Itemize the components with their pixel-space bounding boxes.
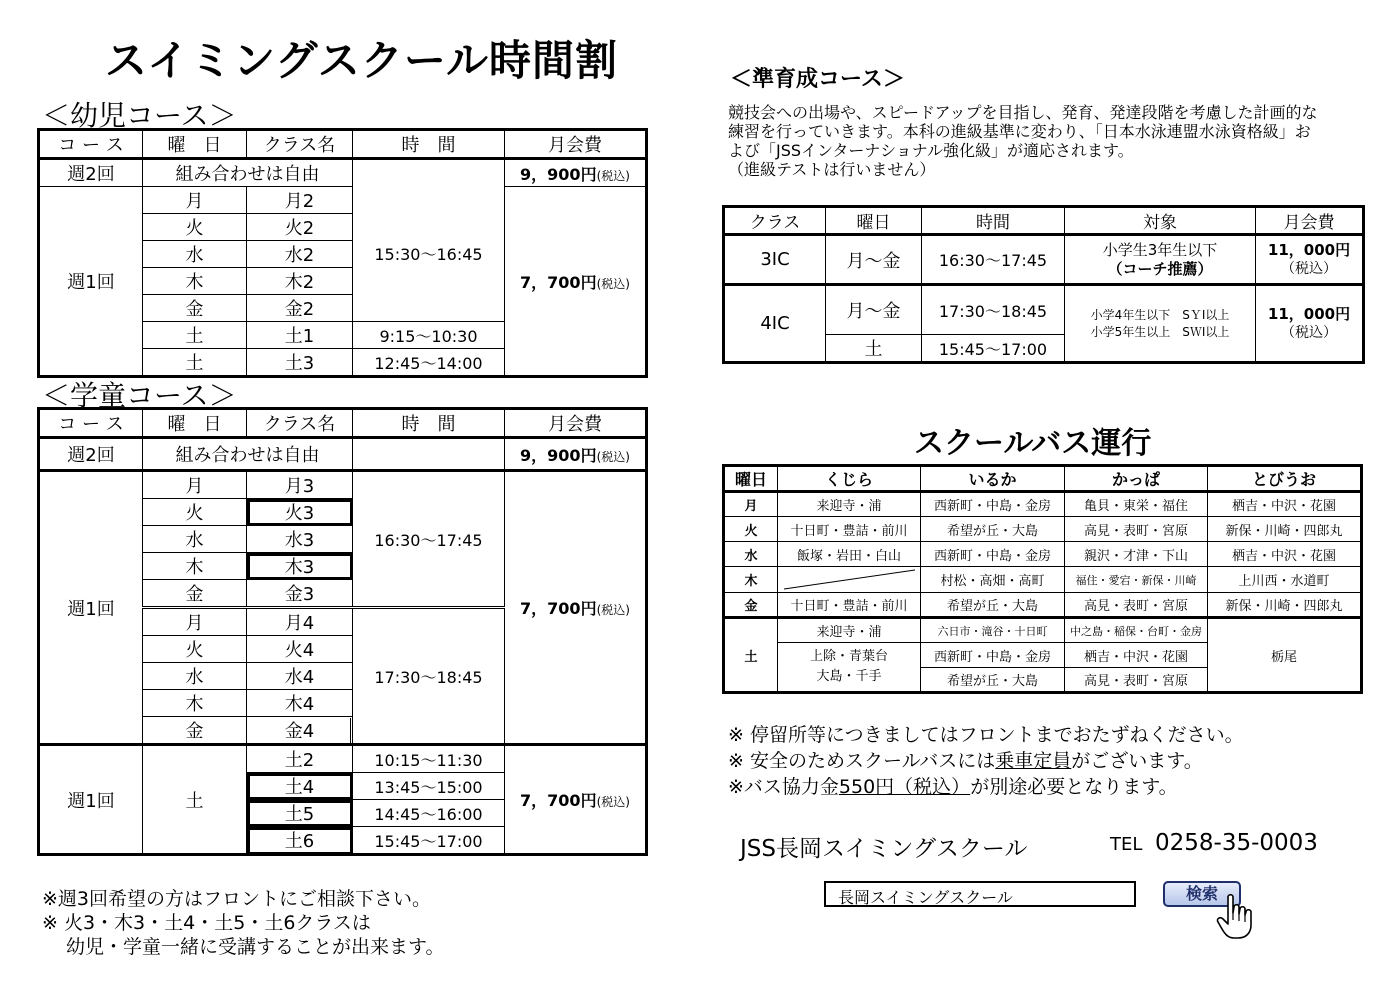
- header-kappa: かっぱ: [1065, 466, 1208, 492]
- tel-number: 0258-35-0003: [1155, 830, 1318, 856]
- course-week2: 週2回: [39, 159, 143, 187]
- class-cell: 水4: [247, 663, 353, 690]
- bus-stop: 高見・表町・宮原: [1065, 517, 1208, 542]
- target-line: 小学5年生以上 SＷⅠ以上: [1090, 324, 1230, 339]
- fee-value: 11，000円: [1267, 240, 1351, 259]
- note-text: ※ 安全のためスクールバスには: [728, 750, 996, 772]
- class-cell: 木2: [247, 268, 353, 295]
- header-target: 対象: [1065, 207, 1256, 235]
- note-line: ※週3回希望の方はフロントにご相談下さい。: [42, 888, 432, 910]
- header-day: 曜日: [826, 207, 922, 235]
- class-cell: 月2: [247, 187, 353, 214]
- time-cell: 16:30～17:45: [922, 235, 1065, 285]
- tax-label: (税込): [596, 603, 630, 617]
- class-cell: 土2: [247, 745, 353, 773]
- fee-cell: [505, 159, 647, 187]
- class-cell: 月3: [247, 471, 353, 499]
- bus-heading: スクールバス運行: [914, 426, 1152, 461]
- class-cell-highlighted: 土5: [247, 800, 353, 827]
- course-week1: 週1回: [39, 187, 143, 377]
- bus-stop: 来迎寺・浦: [778, 492, 921, 517]
- bus-stop: 十日町・豊詰・前川: [778, 593, 921, 618]
- target-line: 小学生3年生以下: [1102, 240, 1218, 259]
- day-cell: 月～金: [826, 285, 922, 335]
- target-cell: [1065, 285, 1256, 363]
- time-cell: 12:45～14:00: [353, 349, 505, 377]
- fee-value: 11，000円: [1267, 304, 1351, 323]
- bus-note: [728, 772, 1178, 799]
- note-text: が別途必要となります。: [970, 776, 1178, 798]
- bus-stop: 希望が丘・大島: [921, 593, 1065, 618]
- bus-stop-line: 上除・青葉台: [809, 649, 888, 664]
- note-text: がございます。: [1071, 750, 1203, 772]
- junikusei-table: [722, 205, 1365, 364]
- pointer-hand-icon: [1216, 893, 1256, 941]
- day-cell: 水: [143, 241, 247, 268]
- header-tobiuo: とびうお: [1208, 466, 1362, 492]
- header-time: 時間: [922, 207, 1065, 235]
- day-cell: 土: [143, 322, 247, 349]
- bus-stop: 希望が丘・大島: [921, 668, 1065, 693]
- class-cell: 火2: [247, 214, 353, 241]
- bus-stop: 村松・高畑・高町: [921, 567, 1065, 593]
- target-line: （コーチ推薦）: [1107, 259, 1213, 278]
- header-fee: 月会費: [505, 409, 647, 438]
- class-cell: 3IC: [724, 235, 826, 285]
- header-class: クラス名: [247, 130, 353, 159]
- header-time: 時 間: [353, 409, 505, 438]
- time-cell: 17:30～18:45: [922, 285, 1065, 335]
- note-underlined: 乗車定員: [995, 750, 1072, 772]
- time-cell: 10:15～11:30: [353, 745, 505, 773]
- bus-stop: 上川西・水道町: [1208, 567, 1362, 593]
- class-cell-highlighted: 土4: [247, 773, 353, 800]
- bus-stop: [778, 643, 921, 693]
- bus-note: ※ 停留所等につきましてはフロントまでおたずねください。: [728, 724, 1244, 746]
- day-cell: 月: [143, 187, 247, 214]
- note-line: 幼児・学童一緒に受講することが出来ます。: [66, 936, 445, 958]
- class-cell: 金2: [247, 295, 353, 322]
- fee-cell: [1256, 285, 1364, 363]
- time-cell: 13:45～15:00: [353, 773, 505, 800]
- tax-label: (税込): [596, 795, 630, 809]
- day-cell: 水: [143, 663, 247, 690]
- class-cell: 土1: [247, 322, 353, 349]
- header-day: 曜日: [724, 466, 778, 492]
- day-cell: 火: [143, 214, 247, 241]
- bus-stop: 高見・表町・宮原: [1065, 668, 1208, 693]
- tax-label: (税込): [596, 449, 630, 464]
- course-week2: 週2回: [39, 438, 143, 471]
- header-class: クラス: [724, 207, 826, 235]
- time-cell: 9:15～10:30: [353, 322, 505, 349]
- diagonal-slash: [778, 567, 921, 592]
- day-cell: 金: [143, 717, 247, 745]
- note-underlined: 550円（税込）: [838, 776, 971, 798]
- junikusei-heading: ＜準育成コース＞: [730, 67, 905, 92]
- day-cell: 土: [143, 745, 247, 855]
- class-cell: 金4: [247, 717, 353, 745]
- youji-table: [37, 128, 648, 378]
- fee-cell: [505, 471, 647, 745]
- bus-stop: 来迎寺・浦: [778, 618, 921, 643]
- fee-value: 7，700円: [520, 791, 597, 810]
- bus-table: [722, 464, 1363, 694]
- saturday-table: [37, 743, 648, 856]
- fee-value: 9，900円: [520, 164, 597, 184]
- day-cell: 木: [143, 268, 247, 295]
- fee-cell: [1256, 235, 1364, 285]
- day-cell: 木: [143, 690, 247, 717]
- school-name: JSS長岡スイミングスクール: [740, 836, 1028, 862]
- class-cell: 土3: [247, 349, 353, 377]
- class-cell: 4IC: [724, 285, 826, 363]
- time-cell: 16:30～17:45: [353, 471, 505, 608]
- bus-stop: 六日市・滝谷・十日町: [921, 618, 1065, 643]
- time-cell: 17:30～18:45: [353, 608, 505, 745]
- time-cell: 15:30～16:45: [353, 187, 505, 322]
- bus-day: 水: [724, 542, 778, 567]
- bus-stop: 新保・川崎・四郎丸: [1208, 593, 1362, 618]
- bus-stop: 高見・表町・宮原: [1065, 593, 1208, 618]
- class-cell: 月4: [247, 608, 353, 636]
- day-cell: 土: [143, 349, 247, 377]
- bus-stop: 西新町・中島・金房: [921, 542, 1065, 567]
- tax-label: （税込）: [1281, 324, 1337, 341]
- bus-stop: 希望が丘・大島: [921, 517, 1065, 542]
- gakudou-heading: ＜学童コース＞: [42, 379, 237, 412]
- bus-stop: 飯塚・岩田・白山: [778, 542, 921, 567]
- target-cell: [1065, 235, 1256, 285]
- day-cell: 火: [143, 499, 247, 526]
- search-button[interactable]: 検索: [1163, 881, 1241, 907]
- header-kujira: くじら: [778, 466, 921, 492]
- header-fee: 月会費: [505, 130, 647, 159]
- fee-cell: [505, 438, 647, 471]
- desc-line: （進級テストは行いません）: [728, 160, 936, 179]
- day-cell: 土: [826, 335, 922, 363]
- class-cell-highlighted: 火3: [247, 499, 353, 526]
- class-cell: 火4: [247, 636, 353, 663]
- bus-stop: 西新町・中島・金房: [921, 492, 1065, 517]
- gakudou-table: [37, 407, 648, 746]
- day-cell: 火: [143, 636, 247, 663]
- header-iruka: いるか: [921, 466, 1065, 492]
- bus-stop: 西新町・中島・金房: [921, 643, 1065, 668]
- combination-note: 組み合わせは自由: [143, 159, 353, 187]
- class-cell-highlighted: 木3: [247, 553, 353, 580]
- header-day: 曜 日: [143, 130, 247, 159]
- bus-stop: 十日町・豊詰・前川: [778, 517, 921, 542]
- bus-stop: 中之島・稲保・台町・金房: [1065, 618, 1208, 643]
- note-line: ※ 火3・木3・土4・土5・土6クラスは: [42, 912, 371, 934]
- bus-day: 火: [724, 517, 778, 542]
- day-cell: 金: [143, 295, 247, 322]
- bus-stop: 新保・川崎・四郎丸: [1208, 517, 1362, 542]
- time-cell: 15:45～17:00: [353, 827, 505, 855]
- tax-label: （税込）: [1281, 260, 1337, 277]
- time-cell: 15:45～17:00: [922, 335, 1065, 363]
- desc-line: 練習を行っていきます。本科の進級基準に変わり、「日本水泳連盟水泳資格級」お: [728, 122, 1311, 141]
- bus-day: 金: [724, 593, 778, 618]
- header-time: 時 間: [353, 130, 505, 159]
- desc-line: よび「JSSインターナショナル強化級」が適応されます。: [728, 141, 1134, 160]
- course-week1: 週1回: [39, 471, 143, 745]
- header-class: クラス名: [247, 409, 353, 438]
- bus-stop-line: 大島・千手: [816, 669, 882, 684]
- bus-stop-empty: [778, 567, 921, 593]
- tax-label: (税込): [596, 276, 630, 291]
- class-cell: 水3: [247, 526, 353, 553]
- search-input[interactable]: 長岡スイミングスクール: [824, 881, 1136, 907]
- class-cell: 金3: [247, 580, 353, 608]
- course-week1: 週1回: [39, 745, 143, 855]
- fee-value: 9，900円: [520, 445, 597, 465]
- bus-stop: 栖吉・中沢・花園: [1208, 542, 1362, 567]
- bus-day: 土: [724, 618, 778, 693]
- junikusei-description: [728, 103, 1358, 179]
- header-day: 曜 日: [143, 409, 247, 438]
- tel-label: TEL: [1110, 834, 1143, 855]
- bus-stop: 亀貝・東栄・福住: [1065, 492, 1208, 517]
- fee-cell: [505, 745, 647, 855]
- header-fee: 月会費: [1256, 207, 1364, 235]
- desc-line: 競技会への出場や、スピードアップを目指し、発育、発達段階を考慮した計画的な: [728, 103, 1318, 122]
- day-cell: 水: [143, 526, 247, 553]
- fee-value: 7，700円: [520, 272, 597, 292]
- day-cell: 月: [143, 471, 247, 499]
- time-cell: 14:45～16:00: [353, 800, 505, 827]
- youji-heading: ＜幼児コース＞: [42, 99, 237, 132]
- bus-stop: 栃尾: [1208, 618, 1362, 693]
- day-cell: 金: [143, 580, 247, 608]
- bus-stop: 福住・愛宕・新保・川崎: [1065, 567, 1208, 593]
- class-cell-highlighted: 土6: [247, 827, 353, 855]
- bus-day: 木: [724, 567, 778, 593]
- note-text: ※バス協力金: [728, 776, 839, 798]
- day-cell: 月: [143, 608, 247, 636]
- day-cell: 木: [143, 553, 247, 580]
- tax-label: (税込): [596, 168, 630, 183]
- fee-value: 7，700円: [520, 599, 597, 618]
- class-cell: 木4: [247, 690, 353, 717]
- bus-stop: 栖吉・中沢・花園: [1065, 643, 1208, 668]
- class-cell: 水2: [247, 241, 353, 268]
- bus-day: 月: [724, 492, 778, 517]
- page-title: スイミングスクール時間割: [105, 36, 619, 85]
- day-cell: 月～金: [826, 235, 922, 285]
- combination-note: 組み合わせは自由: [143, 438, 353, 471]
- fee-cell: [505, 187, 647, 377]
- bus-stop: 親沢・才津・下山: [1065, 542, 1208, 567]
- target-line: 小学4年生以下 SＹⅠ以上: [1090, 307, 1230, 322]
- bus-note: [728, 746, 1203, 773]
- connector-line: [350, 718, 351, 744]
- header-course: コ ー ス: [39, 130, 143, 159]
- bus-stop: 栖吉・中沢・花園: [1208, 492, 1362, 517]
- header-course: コ ー ス: [39, 409, 143, 438]
